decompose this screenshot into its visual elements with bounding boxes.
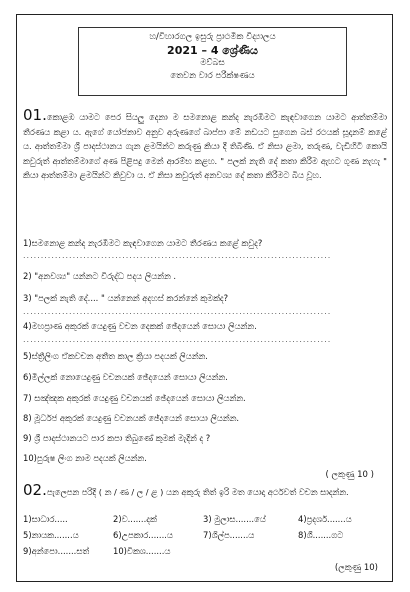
fill-in-grid [23, 511, 385, 559]
grid-row-2 [23, 527, 385, 543]
section1-marks: ( ලකුණු 10 ) [325, 470, 374, 480]
answer-line-1: ....................................................................................... [23, 251, 332, 260]
answer-line-4: ....................................................................................... [23, 335, 332, 344]
passage-text: කොළඹ යාමට පෙර සියලු දෙනා ම සමනොළ කන්ද නැරඹීමට කැඳවාගෙන යාමට ආත්තම්මා තීරණය කළා ය. ඇගේ යෝජනාව අනුව අරුණගේ බාප්පා මේ නඩයට සුගෙන බස් රථයක් සූදානම් කළේ ය. ආත්තම්මා ශ්‍රී පාදස්ථානය ගැන ළමයින්ට කරුණු කියා දී තිබිණි. ඒ නිසා ළමා, තරුණ, වැඩිහිටි කොයි කවුරුත් ආත්තම්මාගේ අණ පිළිපදු මෙන් ආරම්භ කළහ. " පලක් නැති දේ කතා කිරීම ඇහට ගුණ නැහැ " කියා ආත්තම්මා ළමයින්ට කිවුවා ය. ඒ නිසා කවුරුත් අනවශ්‍ය දේ කතා කිරීමට බිය වූහ. [23, 112, 387, 181]
school-name: හ/විහාරගල ඉසුරු ප්‍රාථමික විද්‍යාලය [149, 32, 276, 42]
question-9: 9) ශ්‍රී පාදස්ථානයට පාර කපා තිබුණේ කුමක් මැදින් ද ? [23, 433, 211, 443]
question-3: 3) "පලක් නැති දේ.... " යන්නෙන් අදහස් කරන්නේ කුමක්ද? [23, 293, 229, 303]
question-5: 5)ස්ත්‍රීලිංග ඒකවචන අතීත කාල ක්‍රියා පදයක් ලියන්න. [23, 351, 208, 361]
section2-marks: (ලකුණු 10) [334, 563, 378, 573]
fill-item-4: 4)ප්‍රදර්ශ.......ය [298, 513, 352, 524]
fill-item-8: 8)ශී.......ගට [298, 529, 344, 540]
fill-item-1: 1)සාධාර..... [23, 513, 68, 524]
exam-page [16, 14, 393, 582]
answer-line-3: ....................................................................................... [23, 307, 332, 316]
fill-item-3: 3) මුලාස.......යේ [203, 513, 266, 524]
grid-row-3 [23, 543, 385, 559]
exam-title: තෙවන වාර පරීක්ෂණය [170, 71, 255, 81]
question-1: 1)සමනොළ කන්ද නැරඹීමට කැඳවාගෙන යාමට තීරණය කළේ කවුද? [23, 238, 263, 248]
fill-item-5: 5)නායක.......ය [23, 529, 79, 540]
fill-item-10: 10)විකශ.......ය [113, 545, 171, 556]
question-8: 8) මූර්ධජ අකුරක් යෙදුණු වචනයක් ඡේදයෙන් සොයා ලියන්න. [23, 413, 240, 423]
question-2: 2) "අනවශ්‍ය" යන්නට විරුද්ධ පදය ලියන්න . [23, 271, 177, 281]
subject-name: මව්බස [200, 58, 225, 68]
fill-item-2: 2)ව.......දක් [113, 513, 157, 524]
section2-instruction [23, 481, 387, 499]
fill-item-7: 7)ශිල්ප.......ය [203, 529, 255, 540]
question-number-02: 02. [23, 481, 47, 499]
question-10: 10)පුරුෂ ලිංග නාම පදයක් ලියන්න. [23, 453, 147, 463]
question-6: 6)මිල්ලක් නොයෙදුණු වචනයක් ඡේදයෙන් සොයා ලියන්න. [23, 372, 228, 382]
year-grade: 2021 – 4 ශ්‍රේණිය [167, 44, 258, 57]
fill-item-9: 9)අන්පො.......සත් [23, 545, 90, 556]
exam-header-box [78, 27, 347, 96]
instruction-text: පැලෙපන පරිදි ( න / ණ / ල / ළ ) යන අකුරු තිත් ඉරි මත යොදා අර්ථවත් වචන සාදන්න. [46, 487, 349, 497]
passage-paragraph [23, 108, 387, 183]
question-number-01: 01. [23, 106, 47, 124]
question-7: 7) සඤ්ඤක අකුරක් යෙදුණු වචනයක් ඡේදයෙන් සොයා ලියන්න. [23, 393, 246, 403]
grid-row-1 [23, 511, 385, 527]
fill-item-6: 6)උපකාර.......ය [113, 529, 173, 540]
question-4: 4)මහප්‍රාණ අකුරක් යෙදුණු වචන දෙකක් ඡේදයෙන් සොයා ලියන්න. [23, 321, 257, 331]
